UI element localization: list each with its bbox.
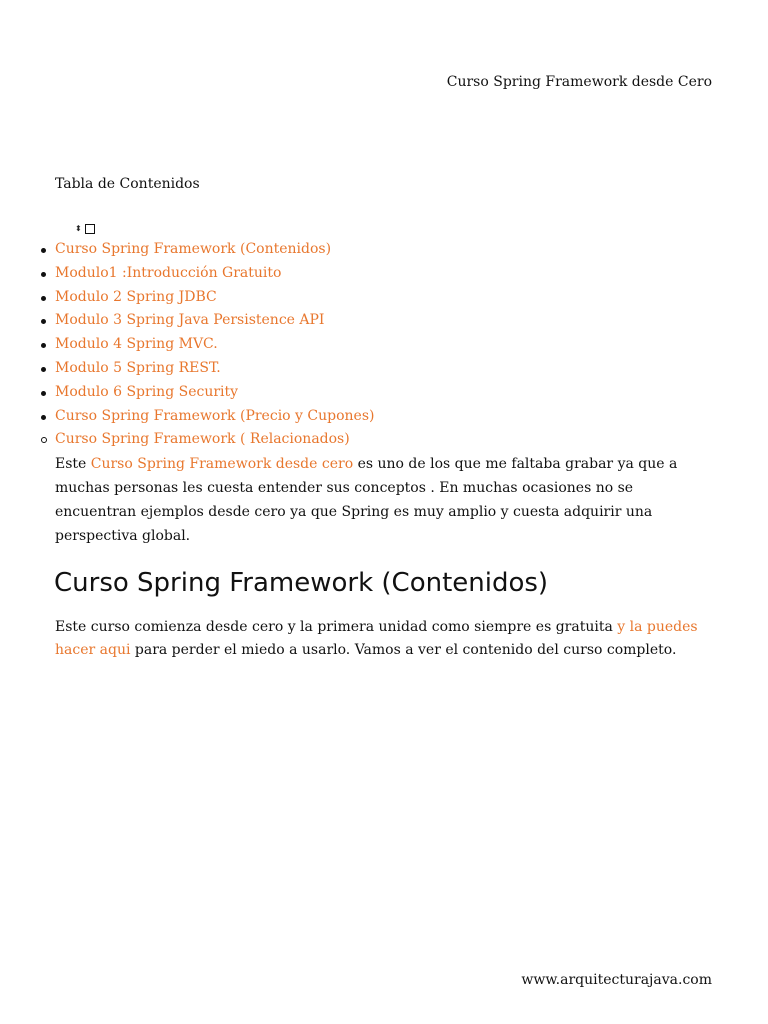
- bullet-icon: [41, 391, 46, 396]
- bullet-icon: [41, 343, 46, 348]
- toc-item[interactable]: [55, 405, 374, 429]
- toc-item[interactable]: [55, 238, 374, 262]
- toc-toggle[interactable]: [75, 224, 95, 234]
- bullet-icon: [41, 319, 46, 324]
- bullet-icon: [41, 367, 46, 372]
- intro-prefix: Este: [55, 456, 91, 472]
- toc-link-modulo5[interactable]: Modulo 5 Spring REST.: [55, 359, 221, 376]
- toc-item[interactable]: [55, 381, 374, 405]
- toc-list: [55, 238, 374, 452]
- toc-link-relacionados[interactable]: Curso Spring Framework ( Relacionados): [55, 431, 350, 448]
- course-desc-prefix: Este curso comienza desde cero y la primera unidad como siempre es gratuita: [55, 619, 618, 635]
- sort-toggle-icon[interactable]: ⬍: [75, 224, 82, 233]
- bullet-icon: [41, 248, 46, 253]
- bullet-icon: [41, 296, 46, 301]
- toc-item[interactable]: [55, 262, 374, 286]
- toc-item[interactable]: [55, 309, 374, 333]
- toc-link-modulo4[interactable]: Modulo 4 Spring MVC.: [55, 336, 218, 353]
- checkbox-icon[interactable]: [85, 224, 95, 234]
- toc-item[interactable]: [55, 333, 374, 357]
- toc-item[interactable]: [55, 286, 374, 310]
- intro-paragraph: [55, 452, 715, 548]
- toc-link-contenidos[interactable]: Curso Spring Framework (Contenidos): [55, 241, 332, 257]
- toc-link-precio[interactable]: Curso Spring Framework (Precio y Cupones): [55, 407, 375, 424]
- toc-link-modulo1[interactable]: Modulo1 :Introducción Gratuito: [55, 264, 282, 281]
- toc-item[interactable]: [55, 357, 374, 381]
- intro-suffix: es uno de los que me faltaba grabar ya que a muchas personas les cuesta entender sus conceptos . En muchas ocasiones no se encuentran ejemplos desde cero ya que Spring es muy amplio y cuesta adquirir una perspectiva global.: [55, 456, 678, 544]
- footer-url: www.arquitecturajava.com: [521, 972, 712, 988]
- course-desc-suffix: para perder el miedo a usarlo. Vamos a ver el contenido del curso completo.: [130, 642, 677, 658]
- toc-title: Tabla de Contenidos: [55, 176, 200, 192]
- toc-link-modulo2[interactable]: Modulo 2 Spring JDBC: [55, 288, 217, 305]
- free-unit-link[interactable]: y la puedes hacer aqui: [55, 619, 698, 658]
- bullet-icon: [41, 415, 46, 420]
- bullet-icon: [41, 272, 46, 277]
- section-heading: Curso Spring Framework (Contenidos): [54, 568, 549, 598]
- toc-item[interactable]: [55, 428, 374, 452]
- hollow-bullet-icon: [41, 437, 47, 443]
- page-header-title: Curso Spring Framework desde Cero: [446, 74, 712, 90]
- toc-link-modulo6[interactable]: Modulo 6 Spring Security: [55, 383, 239, 400]
- intro-course-link[interactable]: Curso Spring Framework desde cero: [90, 456, 354, 472]
- toc-link-modulo3[interactable]: Modulo 3 Spring Java Persistence API: [55, 312, 325, 329]
- course-description: [55, 616, 715, 662]
